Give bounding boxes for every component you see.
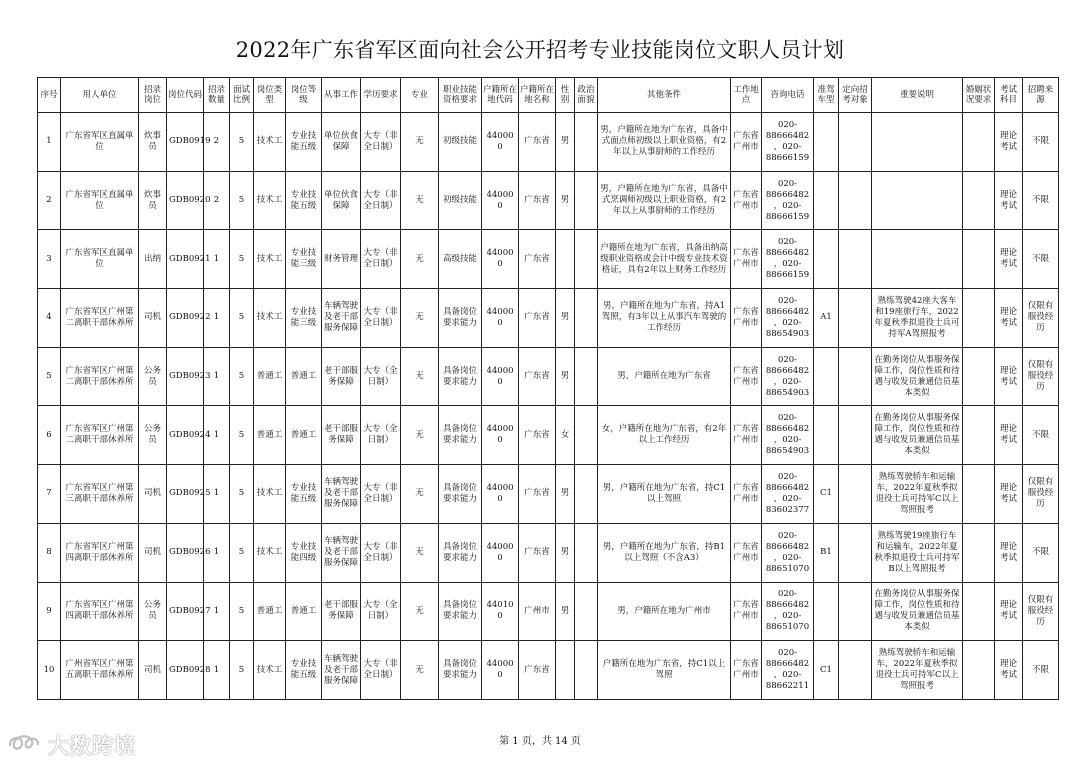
cell-work: 老干部服务保障: [322, 347, 361, 406]
cell-seq: 10: [38, 641, 61, 700]
cell-location: 广东省广州市: [731, 523, 762, 582]
cell-ratio: 5: [230, 465, 254, 524]
header-row: [38, 78, 1059, 113]
cell-license: [814, 582, 839, 641]
cell-skill: 具备岗位要求能力: [439, 289, 482, 348]
cell-note: 在勤务岗位从事服务保障工作，岗位性质和待遇与收发员兼通信员基本类似: [872, 406, 963, 465]
cell-unit: 广东省军区直属单位: [61, 171, 139, 230]
cell-gender: 女: [556, 406, 575, 465]
cell-note: [872, 230, 963, 289]
column-header-location: 工作地点: [731, 78, 762, 113]
cell-note: 熟练驾驶轿车和运输车，2022年夏秋季拟退役士兵可持军C以上驾照报考: [872, 641, 963, 700]
cell-code: GDB0924: [167, 406, 204, 465]
cell-marriage: [963, 347, 995, 406]
cell-source: 不限: [1023, 230, 1059, 289]
cell-ratio: 5: [230, 347, 254, 406]
cell-type: 技术工: [254, 113, 286, 172]
cell-exam: 理论考试: [995, 113, 1023, 172]
cell-ratio: 5: [230, 523, 254, 582]
cell-location: 广东省广州市: [731, 582, 762, 641]
cell-hukou-code: 440000: [482, 641, 519, 700]
cell-target: [839, 406, 872, 465]
cell-phone: 020-88666482，020-88654903: [762, 406, 814, 465]
cell-marriage: [963, 289, 995, 348]
cell-political: [575, 641, 598, 700]
cell-location: 广东省广州市: [731, 289, 762, 348]
cell-level: 普通工: [286, 582, 322, 641]
cell-exam: 理论考试: [995, 347, 1023, 406]
cell-level: 普通工: [286, 406, 322, 465]
cell-gender: 男: [556, 289, 575, 348]
cell-exam: 理论考试: [995, 641, 1023, 700]
cell-phone: 020-88666482，020-88666159: [762, 230, 814, 289]
cell-skill: 初级技能: [439, 171, 482, 230]
cell-political: [575, 347, 598, 406]
cell-target: [839, 347, 872, 406]
cell-education: 大专（全日制）: [361, 406, 401, 465]
cell-other: 女，户籍所在地为广东省，有2年以上工作经历: [598, 406, 731, 465]
cell-gender: 男: [556, 465, 575, 524]
cell-post: 司机: [139, 289, 167, 348]
column-header-other: 其他条件: [598, 78, 731, 113]
cell-skill: 具备岗位要求能力: [439, 465, 482, 524]
column-header-major: 专业: [401, 78, 439, 113]
column-header-phone: 咨询电话: [762, 78, 814, 113]
cell-skill: 具备岗位要求能力: [439, 641, 482, 700]
cell-post: 司机: [139, 641, 167, 700]
cell-hukou-name: 广东省: [519, 465, 556, 524]
cell-gender: 男: [556, 582, 575, 641]
cell-education: 大专（全日制）: [361, 347, 401, 406]
cell-exam: 理论考试: [995, 171, 1023, 230]
cell-target: [839, 465, 872, 524]
cell-unit: 广东省军区广州第四离职干部休养所: [61, 582, 139, 641]
cell-phone: 020-88666482，020-88654903: [762, 289, 814, 348]
cell-hukou-code: 440000: [482, 171, 519, 230]
watermark-text: 大数跨境: [48, 734, 136, 758]
column-header-unit: 用人单位: [61, 78, 139, 113]
cell-location: 广东省广州市: [731, 406, 762, 465]
cell-exam: 理论考试: [995, 289, 1023, 348]
column-header-count: 招录数量: [204, 78, 230, 113]
cell-major: 无: [401, 465, 439, 524]
cell-other: 男，户籍所在地为广东省，具备中式烹调师初级以上职业资格，有2年以上从事厨师的工作经历: [598, 171, 731, 230]
table-row: [38, 465, 1059, 524]
cell-ratio: 5: [230, 230, 254, 289]
cell-ratio: 5: [230, 641, 254, 700]
cell-ratio: 5: [230, 406, 254, 465]
cell-major: 无: [401, 641, 439, 700]
cell-source: 不限: [1023, 641, 1059, 700]
table-row: [38, 230, 1059, 289]
cell-marriage: [963, 523, 995, 582]
cell-level: 专业技能四级: [286, 523, 322, 582]
cell-hukou-name: 广东省: [519, 523, 556, 582]
cell-seq: 7: [38, 465, 61, 524]
cell-count: 1: [204, 465, 230, 524]
cell-work: 老干部服务保障: [322, 406, 361, 465]
column-header-level: 岗位等级: [286, 78, 322, 113]
cell-work: 单位伙食保障: [322, 113, 361, 172]
cell-post: 司机: [139, 465, 167, 524]
recruitment-plan-table: [37, 77, 1059, 700]
cell-education: 大专（非全日制）: [361, 171, 401, 230]
cell-work: 车辆驾驶及老干部服务保障: [322, 289, 361, 348]
cell-political: [575, 465, 598, 524]
table-row: [38, 582, 1059, 641]
cell-code: GDB0927: [167, 582, 204, 641]
column-header-post: 招录岗位: [139, 78, 167, 113]
cell-post: 公务员: [139, 347, 167, 406]
cell-code: GDB0925: [167, 465, 204, 524]
cell-gender: 男: [556, 171, 575, 230]
cell-marriage: [963, 406, 995, 465]
cell-hukou-name: 广东省: [519, 230, 556, 289]
cell-level: 专业技能三级: [286, 289, 322, 348]
cell-hukou-code: 440000: [482, 113, 519, 172]
cell-hukou-name: 广东省: [519, 113, 556, 172]
cell-hukou-name: 广东省: [519, 171, 556, 230]
cell-hukou-code: 440000: [482, 523, 519, 582]
cell-seq: 5: [38, 347, 61, 406]
cell-license: [814, 406, 839, 465]
brand-logo-icon: [6, 731, 42, 759]
column-header-hukou-code: 户籍所在地代码: [482, 78, 519, 113]
column-header-source: 招聘来源: [1023, 78, 1059, 113]
cell-seq: 8: [38, 523, 61, 582]
cell-marriage: [963, 465, 995, 524]
cell-target: [839, 523, 872, 582]
column-header-political: 政治面貌: [575, 78, 598, 113]
column-header-education: 学历要求: [361, 78, 401, 113]
cell-note: [872, 113, 963, 172]
column-header-license: 准驾车型: [814, 78, 839, 113]
cell-count: 1: [204, 523, 230, 582]
cell-unit: 广东省军区广州第二离职干部休养所: [61, 406, 139, 465]
column-header-type: 岗位类型: [254, 78, 286, 113]
cell-exam: 理论考试: [995, 465, 1023, 524]
cell-phone: 020-88666482，020-88666159: [762, 171, 814, 230]
cell-ratio: 5: [230, 289, 254, 348]
cell-political: [575, 113, 598, 172]
cell-target: [839, 289, 872, 348]
cell-other: 男，户籍所在地为广东省，持B1以上驾照（不含A3）: [598, 523, 731, 582]
cell-license: B1: [814, 523, 839, 582]
cell-political: [575, 230, 598, 289]
cell-count: 1: [204, 582, 230, 641]
cell-education: 大专（全日制）: [361, 582, 401, 641]
watermark: [6, 729, 136, 761]
cell-exam: 理论考试: [995, 582, 1023, 641]
cell-political: [575, 406, 598, 465]
cell-work: 车辆驾驶及老干部服务保障: [322, 641, 361, 700]
cell-major: 无: [401, 582, 439, 641]
cell-hukou-code: 440000: [482, 465, 519, 524]
cell-source: 仅限有服役经历: [1023, 582, 1059, 641]
cell-target: [839, 171, 872, 230]
cell-code: GDB0922: [167, 289, 204, 348]
cell-note: 熟练驾驶19座旅行车和运输车，2022年夏秋季拟退役士兵可持军B以上驾照报考: [872, 523, 963, 582]
cell-skill: 具备岗位要求能力: [439, 406, 482, 465]
column-header-marriage: 婚姻状况要求: [963, 78, 995, 113]
cell-type: 技术工: [254, 171, 286, 230]
cell-seq: 1: [38, 113, 61, 172]
cell-count: 1: [204, 347, 230, 406]
cell-hukou-code: 440100: [482, 582, 519, 641]
cell-exam: 理论考试: [995, 406, 1023, 465]
table-row: [38, 113, 1059, 172]
cell-level: 专业技能五级: [286, 113, 322, 172]
cell-hukou-code: 440000: [482, 347, 519, 406]
column-header-ratio: 面试比例: [230, 78, 254, 113]
cell-note: 熟练驾驶轿车和运输车，2022年夏秋季拟退役士兵可持军C以上驾照报考: [872, 465, 963, 524]
cell-phone: 020-88666482，020-88662211: [762, 641, 814, 700]
cell-ratio: 5: [230, 582, 254, 641]
table-row: [38, 289, 1059, 348]
table-body: [38, 113, 1059, 700]
cell-level: 专业技能五级: [286, 641, 322, 700]
cell-type: 技术工: [254, 641, 286, 700]
cell-exam: 理论考试: [995, 230, 1023, 289]
cell-type: 技术工: [254, 523, 286, 582]
cell-hukou-name: 广东省: [519, 347, 556, 406]
cell-post: 公务员: [139, 406, 167, 465]
cell-political: [575, 171, 598, 230]
cell-count: 2: [204, 171, 230, 230]
cell-major: 无: [401, 171, 439, 230]
cell-education: 大专（非全日制）: [361, 523, 401, 582]
table-row: [38, 171, 1059, 230]
cell-code: GDB0919: [167, 113, 204, 172]
cell-note: [872, 171, 963, 230]
cell-note: 在勤务岗位从事服务保障工作，岗位性质和待遇与收发员兼通信员基本类似: [872, 347, 963, 406]
cell-major: 无: [401, 406, 439, 465]
cell-other: 男，户籍所在地为广东省: [598, 347, 731, 406]
cell-license: [814, 230, 839, 289]
cell-location: 广东省广州市: [731, 113, 762, 172]
cell-target: [839, 230, 872, 289]
cell-marriage: [963, 641, 995, 700]
cell-major: 无: [401, 113, 439, 172]
cell-gender: [556, 641, 575, 700]
cell-work: 老干部服务保障: [322, 582, 361, 641]
cell-work: 财务管理: [322, 230, 361, 289]
cell-seq: 9: [38, 582, 61, 641]
cell-source: 不限: [1023, 523, 1059, 582]
cell-political: [575, 582, 598, 641]
column-header-gender: 性别: [556, 78, 575, 113]
column-header-target: 定向招考对象: [839, 78, 872, 113]
cell-license: C1: [814, 641, 839, 700]
cell-source: 不限: [1023, 113, 1059, 172]
cell-major: 无: [401, 523, 439, 582]
cell-work: 车辆驾驶及老干部服务保障: [322, 523, 361, 582]
cell-hukou-code: 440000: [482, 406, 519, 465]
cell-post: 炊事员: [139, 171, 167, 230]
cell-gender: 男: [556, 113, 575, 172]
cell-location: 广东省广州市: [731, 230, 762, 289]
cell-code: GDB0920: [167, 171, 204, 230]
cell-count: 1: [204, 230, 230, 289]
cell-hukou-name: 广东省: [519, 406, 556, 465]
cell-gender: 男: [556, 523, 575, 582]
cell-hukou-code: 440000: [482, 230, 519, 289]
cell-education: 大专（非全日制）: [361, 230, 401, 289]
cell-type: 技术工: [254, 289, 286, 348]
cell-hukou-name: 广东省: [519, 641, 556, 700]
cell-target: [839, 641, 872, 700]
cell-work: 单位伙食保障: [322, 171, 361, 230]
table-row: [38, 347, 1059, 406]
cell-source: 仅限有服役经历: [1023, 347, 1059, 406]
cell-seq: 3: [38, 230, 61, 289]
cell-note: 在勤务岗位从事服务保障工作，岗位性质和待遇与收发员兼通信员基本类似: [872, 582, 963, 641]
cell-target: [839, 582, 872, 641]
cell-skill: 初级技能: [439, 113, 482, 172]
cell-count: 1: [204, 406, 230, 465]
cell-phone: 020-88666482，020-88666159: [762, 113, 814, 172]
cell-gender: [556, 230, 575, 289]
cell-post: 公务员: [139, 582, 167, 641]
cell-unit: 广州省军区广州第五离职干部休养所: [61, 641, 139, 700]
cell-license: A1: [814, 289, 839, 348]
cell-type: 普通工: [254, 347, 286, 406]
cell-other: 男，户籍所在地为广州市: [598, 582, 731, 641]
cell-location: 广东省广州市: [731, 465, 762, 524]
cell-count: 1: [204, 289, 230, 348]
cell-source: 仅限有服役经历: [1023, 289, 1059, 348]
cell-phone: 020-88666482，020-88651070: [762, 582, 814, 641]
cell-post: 出纳: [139, 230, 167, 289]
cell-target: [839, 113, 872, 172]
cell-other: 男，户籍所在地为广东省，持A1驾照，有3年以上从事汽车驾驶的工作经历: [598, 289, 731, 348]
cell-ratio: 5: [230, 171, 254, 230]
cell-skill: 具备岗位要求能力: [439, 347, 482, 406]
cell-type: 普通工: [254, 406, 286, 465]
cell-license: [814, 113, 839, 172]
cell-education: 大专（非全日制）: [361, 641, 401, 700]
cell-other: 户籍所在地为广东省，具备出纳高级职业资格或会计中级专业技术资格证，具有2年以上财务工作经历: [598, 230, 731, 289]
cell-phone: 020-88666482，020-88654903: [762, 347, 814, 406]
cell-work: 车辆驾驶及老干部服务保障: [322, 465, 361, 524]
cell-source: 仅限有服役经历: [1023, 465, 1059, 524]
cell-type: 技术工: [254, 465, 286, 524]
cell-license: C1: [814, 465, 839, 524]
cell-unit: 广东省军区广州第二离职干部休养所: [61, 289, 139, 348]
cell-hukou-code: 440000: [482, 289, 519, 348]
cell-level: 专业技能五级: [286, 465, 322, 524]
cell-note: 熟练驾驶42座大客车和19座旅行车，2022年夏秋季拟退役士兵可持军A驾照报考: [872, 289, 963, 348]
cell-hukou-name: 广州市: [519, 582, 556, 641]
cell-unit: 广东省军区广州第二离职干部休养所: [61, 347, 139, 406]
cell-other: 男，户籍所在地为广东省，持C1以上驾照: [598, 465, 731, 524]
cell-location: 广东省广州市: [731, 171, 762, 230]
cell-unit: 广东省军区广州第四离职干部休养所: [61, 523, 139, 582]
cell-ratio: 5: [230, 113, 254, 172]
cell-type: 普通工: [254, 582, 286, 641]
cell-unit: 广东省军区直属单位: [61, 230, 139, 289]
cell-code: GDB0921: [167, 230, 204, 289]
cell-level: 普通工: [286, 347, 322, 406]
cell-code: GDB0928: [167, 641, 204, 700]
cell-count: 1: [204, 641, 230, 700]
cell-location: 广东省广州市: [731, 347, 762, 406]
cell-major: 无: [401, 347, 439, 406]
cell-major: 无: [401, 289, 439, 348]
cell-unit: 广东省军区直属单位: [61, 113, 139, 172]
cell-license: [814, 347, 839, 406]
cell-seq: 4: [38, 289, 61, 348]
cell-code: GDB0923: [167, 347, 204, 406]
cell-license: [814, 171, 839, 230]
cell-post: 炊事员: [139, 113, 167, 172]
page-number: 第 1 页，共 14 页: [499, 736, 581, 747]
column-header-exam: 考试科目: [995, 78, 1023, 113]
cell-code: GDB0926: [167, 523, 204, 582]
cell-education: 大专（非全日制）: [361, 113, 401, 172]
column-header-note: 重要说明: [872, 78, 963, 113]
column-header-skill: 职业技能资格要求: [439, 78, 482, 113]
column-header-work: 从事工作: [322, 78, 361, 113]
column-header-seq: 序号: [38, 78, 61, 113]
cell-exam: 理论考试: [995, 523, 1023, 582]
cell-phone: 020-88666482，020-88651070: [762, 523, 814, 582]
cell-political: [575, 289, 598, 348]
column-header-code: 岗位代码: [167, 78, 204, 113]
cell-skill: 具备岗位要求能力: [439, 523, 482, 582]
cell-education: 大专（非全日制）: [361, 289, 401, 348]
table-row: [38, 406, 1059, 465]
cell-skill: 具备岗位要求能力: [439, 582, 482, 641]
cell-other: 男，户籍所在地为广东省，具备中式面点师初级以上职业资格，有2年以上从事厨师的工作经历: [598, 113, 731, 172]
cell-other: 户籍所在地为广东省，持C1以上驾照: [598, 641, 731, 700]
cell-political: [575, 523, 598, 582]
cell-phone: 020-88666482，020-83602377: [762, 465, 814, 524]
cell-major: 无: [401, 230, 439, 289]
cell-unit: 广东省军区广州第三离职干部休养所: [61, 465, 139, 524]
cell-marriage: [963, 582, 995, 641]
table-row: [38, 641, 1059, 700]
cell-location: 广东省广州市: [731, 641, 762, 700]
cell-marriage: [963, 230, 995, 289]
cell-count: 2: [204, 113, 230, 172]
cell-marriage: [963, 171, 995, 230]
cell-source: 不限: [1023, 406, 1059, 465]
cell-level: 专业技能五级: [286, 171, 322, 230]
table-row: [38, 523, 1059, 582]
cell-marriage: [963, 113, 995, 172]
cell-hukou-name: 广东省: [519, 289, 556, 348]
cell-education: 大专（非全日制）: [361, 465, 401, 524]
cell-seq: 6: [38, 406, 61, 465]
column-header-hukou-name: 户籍所在地名称: [519, 78, 556, 113]
cell-skill: 高级技能: [439, 230, 482, 289]
cell-type: 技术工: [254, 230, 286, 289]
cell-post: 司机: [139, 523, 167, 582]
cell-source: 不限: [1023, 171, 1059, 230]
cell-level: 专业技能三级: [286, 230, 322, 289]
cell-gender: 男: [556, 347, 575, 406]
page-title: 2022年广东省军区面向社会公开招考专业技能岗位文职人员计划: [235, 38, 845, 62]
cell-seq: 2: [38, 171, 61, 230]
